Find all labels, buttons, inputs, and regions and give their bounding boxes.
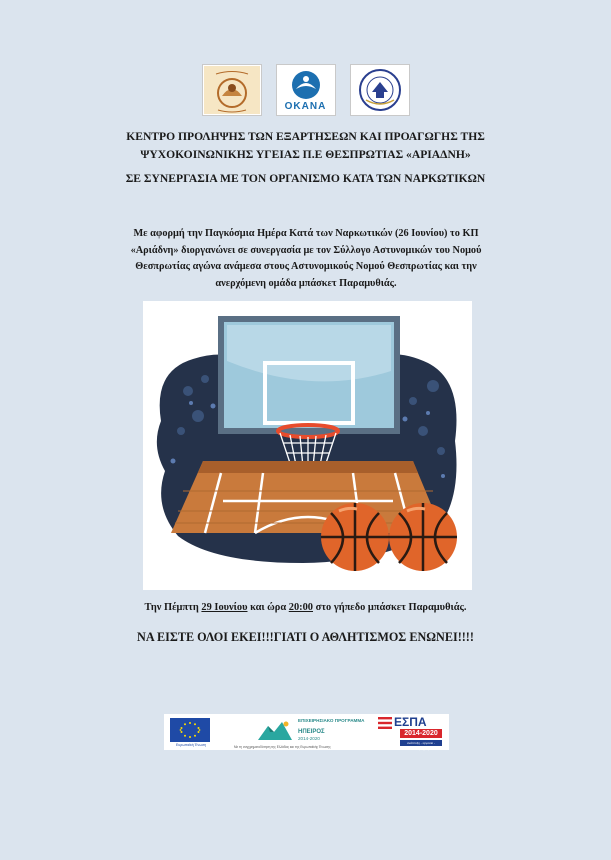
event-time: 20:00 (288, 602, 313, 613)
organization-heading (0, 128, 611, 164)
kp-ariadni-logo (202, 64, 262, 116)
paragraph-line-1: Με αφορμή την Παγκόσμια Ημέρα Κατά των Ναρκωτικών (26 Ιουνίου) το ΚΠ (133, 228, 479, 239)
funding-banner (164, 714, 449, 750)
espa-tagline: ανάπτυξη - εργασία - αλληλεγγύη (407, 741, 435, 751)
partnership-subheading: ΣΕ ΣΥΝΕΡΓΑΣΙΑ ΜΕ ΤΟΝ ΟΡΓΑΝΙΣΜΟ ΚΑΤΑ ΤΩΝ ΝΑΡΚΩΤΙΚΩΝ (125, 172, 486, 185)
cofunding-caption: Με τη συγχρηματοδότηση της Ελλάδας και της Ευρωπαϊκής Ένωσης (234, 745, 331, 749)
event-prefix: Την Πέμπτη (144, 602, 202, 613)
kp-ariadni-emblem-icon (204, 66, 260, 114)
paragraph-line-2: «Αριάδνη» διοργανώνει σε συνεργασία με τον Σύλλογο Αστυνομικών του Νομού (130, 244, 482, 256)
police-association-seal-icon (352, 66, 408, 114)
espa-tagline-band (400, 740, 442, 751)
espa-stripes-icon (378, 717, 392, 729)
basketball-left-icon (321, 503, 389, 571)
basketball-right-icon (389, 503, 457, 571)
program-region: ΗΠΕΙΡΟΣ (298, 729, 325, 735)
event-suffix: στο γήπεδο μπάσκετ Παραμυθιάς. (313, 602, 467, 613)
logo-row (0, 64, 611, 116)
paragraph-line-4: ανερχόμενη ομάδα μπάσκετ Παραμυθιάς. (215, 277, 397, 289)
event-date: 29 Ιουνίου (201, 602, 248, 613)
basketball-court-illustration (143, 301, 472, 590)
heading-line-2: ΨΥΧΟΚΟΙΝΩΝΙΚΗΣ ΥΓΕΙΑΣ Π.Ε ΘΕΣΠΡΩΤΙΑΣ «ΑΡΙΑΔΝΗ» (140, 148, 471, 161)
okana-emblem-icon (286, 69, 326, 103)
espa-wordmark: ΕΣΠΑ (394, 715, 427, 729)
slogan: ΝΑ ΕΙΣΤΕ ΟΛΟΙ ΕΚΕΙ!!!ΓΙΑΤΙ Ο ΑΘΛΗΤΙΣΜΟΣ ΕΝΩΝΕΙ!!!! (137, 630, 474, 644)
heading-line-1: ΚΕΝΤΡΟ ΠΡΟΛΗΨΗΣ ΤΩΝ ΕΞΑΡΤΗΣΕΩΝ ΚΑΙ ΠΡΟΑΓΩΓΗΣ ΤΗΣ (126, 130, 485, 143)
event-details (0, 602, 611, 613)
police-association-logo (350, 64, 410, 116)
eu-caption: Ευρωπαϊκή Ένωση (175, 743, 207, 747)
basketball-scene-icon (143, 301, 472, 590)
program-name: ΕΠΙΧΕΙΡΗΣΙΑΚΟ ΠΡΟΓΡΑΜΜΑ (298, 718, 365, 723)
announcement-paragraph (66, 226, 546, 292)
espa-years-badge: 2014-2020 (400, 729, 442, 738)
epirus-program-mountain-icon (256, 718, 294, 742)
program-years: 2014-2020 (298, 736, 320, 741)
event-middle: και ώρα (247, 602, 289, 613)
okana-wordmark: OKANA (284, 100, 327, 112)
okana-logo (276, 64, 336, 116)
eu-flag-icon (170, 718, 210, 742)
paragraph-line-3: Θεσπρωτίας αγώνα ανάμεσα στους Αστυνομικούς Νομού Θεσπρωτίας και την (135, 261, 477, 272)
